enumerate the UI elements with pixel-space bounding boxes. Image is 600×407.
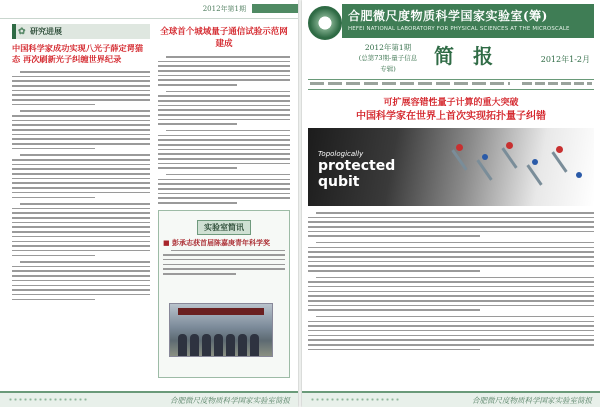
right-footer-text: 合肥微尺度物质科学国家实验室简报 (472, 396, 592, 405)
masthead-band (342, 4, 594, 38)
left-page (0, 0, 298, 407)
left-column (12, 24, 150, 303)
lead-headline-line1: 可扩展容错性量子计算的重大突破 (383, 98, 519, 108)
issue-number: 2012年第1期 (364, 43, 412, 52)
lab-news-box (158, 210, 290, 378)
header-accent-bar (252, 4, 298, 13)
left-page-footer (0, 391, 298, 407)
research-section-label: 研究进展 (30, 26, 62, 36)
laboratory-logo-icon (308, 6, 342, 40)
right-page-footer (302, 391, 600, 407)
issue-date: 2012年1-2月 (540, 55, 590, 64)
masthead-chinese-title: 合肥微尺度物质科学国家实验室(筹) (348, 9, 548, 23)
award-ceremony-photo (169, 303, 273, 357)
network-headline: 全球首个城域量子通信试验示范网建成 (160, 27, 288, 49)
topological-qubit-illustration (308, 128, 594, 206)
research-headline: 中国科学家成功实现八光子薛定谔猫态 再次刷新光子纠缠世界纪录 (12, 43, 144, 64)
qubit-image-caption-2: protected (318, 158, 396, 174)
lead-article-text (308, 212, 594, 353)
issue-row (302, 42, 600, 82)
issue-label: 2012年第1期 (202, 5, 246, 13)
research-article-text (12, 71, 150, 300)
lab-news-title: 实验室简讯 (197, 220, 251, 235)
left-footer-text: 合肥微尺度物质科学国家实验室简报 (170, 396, 290, 405)
left-page-header (0, 0, 298, 19)
masthead-english-title: HEFEI NATIONAL LABORATORY FOR PHYSICAL SCIENCES AT THE MICROSCALE (348, 26, 570, 32)
masthead-meta-line (308, 79, 594, 90)
issue-total: (总第73期-量子信息专辑) (358, 54, 418, 73)
qubit-image-caption-3: qubit (318, 174, 360, 190)
lead-headline-line2: 中国科学家在世界上首次实现拓扑量子纠错 (356, 111, 546, 122)
issue-info (358, 42, 418, 75)
flower-icon: ✿ (18, 27, 26, 37)
lab-news-item-text (163, 250, 285, 275)
right-page (302, 0, 600, 407)
bulletin-title: 简 报 (434, 44, 499, 68)
network-article-text (158, 56, 290, 204)
research-section-tag (12, 24, 150, 39)
right-column (158, 24, 290, 378)
qubit-image-caption-1: Topologically (318, 150, 364, 158)
lab-news-item-heading: ■ 彭承志获首届陈嘉庚青年科学奖 (163, 238, 271, 247)
lead-headline (308, 97, 594, 124)
